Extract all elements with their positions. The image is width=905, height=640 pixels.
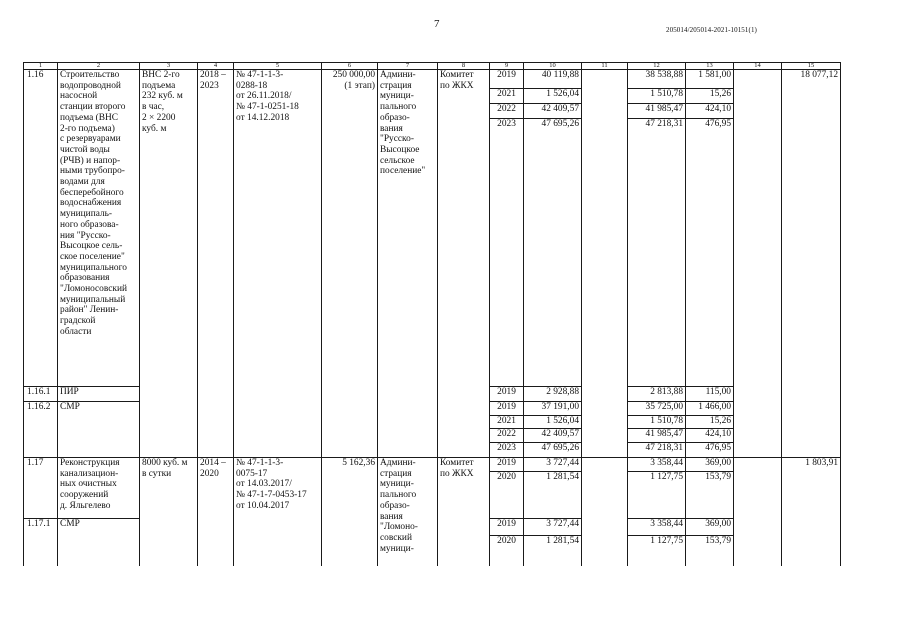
- document-id: 205014/205014-2021-10151(1): [666, 26, 757, 34]
- col10-value: 47 695,26: [524, 443, 582, 458]
- permit-docs: № 47-1-1-3- 0075-17 от 14.03.2017/ № 47-1-7-0453-17 от 10.04.2017: [234, 458, 322, 566]
- col10-value: 2 928,88: [524, 387, 582, 402]
- total-value: 18 077,12: [782, 70, 841, 458]
- col13-value: 15,26: [686, 89, 734, 104]
- year: 2023: [490, 443, 524, 458]
- col10-value: 42 409,57: [524, 104, 582, 119]
- estimated-cost: 250 000,00 (1 этап): [322, 70, 378, 458]
- col-number: 14: [734, 63, 782, 70]
- col12-value: 2 813,88: [628, 387, 686, 402]
- col12-value: 35 725,00: [628, 402, 686, 416]
- year: 2020: [490, 472, 524, 519]
- col10-value: 40 119,88: [524, 70, 582, 89]
- col12-value: 1 510,78: [628, 416, 686, 429]
- object-name: СМР: [58, 519, 140, 566]
- year: 2019: [490, 70, 524, 89]
- col-number: 5: [234, 63, 322, 70]
- col10-value: 47 695,26: [524, 119, 582, 387]
- col10-value: 3 727,44: [524, 458, 582, 472]
- col10-value: 1 526,04: [524, 416, 582, 429]
- col12-value: 1 127,75: [628, 472, 686, 519]
- row-number: 1.17: [24, 458, 58, 519]
- col11-value: [582, 458, 628, 566]
- col12-value: 47 218,31: [628, 443, 686, 458]
- col10-value: 37 191,00: [524, 402, 582, 416]
- col-number: 8: [438, 63, 490, 70]
- year: 2019: [490, 387, 524, 402]
- col-number: 3: [140, 63, 198, 70]
- col12-value: 38 538,88: [628, 70, 686, 89]
- estimated-cost: 5 162,36: [322, 458, 378, 566]
- col13-value: 476,95: [686, 443, 734, 458]
- total-value: 1 803,91: [782, 458, 841, 566]
- capacity: 8000 куб. м в сутки: [140, 458, 198, 566]
- col13-value: 115,00: [686, 387, 734, 402]
- col12-value: 3 358,44: [628, 519, 686, 536]
- year: 2019: [490, 458, 524, 472]
- client: Админи- страция муници- пального образо- вания "Русско- Высоцкое сельское поселение": [378, 70, 438, 458]
- period: 2018 – 2023: [198, 70, 234, 458]
- col14-value: [734, 70, 782, 458]
- period: 2014 – 2020: [198, 458, 234, 566]
- col14-value: [734, 458, 782, 566]
- col10-value: 1 526,04: [524, 89, 582, 104]
- year: 2019: [490, 402, 524, 416]
- row-number: 1.16.1: [24, 387, 58, 402]
- col-number: 12: [628, 63, 686, 70]
- col12-value: 1 510,78: [628, 89, 686, 104]
- col10-value: 42 409,57: [524, 429, 582, 443]
- col13-value: 153,79: [686, 536, 734, 566]
- executor: Комитет по ЖКХ: [438, 458, 490, 566]
- col13-value: 153,79: [686, 472, 734, 519]
- col13-value: 424,10: [686, 429, 734, 443]
- object-name: ПИР: [58, 387, 140, 402]
- col13-value: 369,00: [686, 458, 734, 472]
- capacity: ВНС 2-го подъема 232 куб. м в час, 2 × 2200 куб. м: [140, 70, 198, 458]
- row-number: 1.16.2: [24, 402, 58, 458]
- row-number: 1.16: [24, 70, 58, 387]
- table-row: [24, 458, 841, 472]
- col-number: 6: [322, 63, 378, 70]
- col-number: 11: [582, 63, 628, 70]
- year: 2020: [490, 536, 524, 566]
- year: 2021: [490, 89, 524, 104]
- object-name: Реконструкция канализацион- ных очистных сооружений д. Яльгелево: [58, 458, 140, 519]
- col10-value: 3 727,44: [524, 519, 582, 536]
- col13-value: 1 581,00: [686, 70, 734, 89]
- table-row: [24, 70, 841, 89]
- year: 2022: [490, 104, 524, 119]
- row-number: 1.17.1: [24, 519, 58, 566]
- column-number-row: [24, 63, 841, 70]
- client: Админи- страция муници- пального образо- вания "Ломоно- совский муници-: [378, 458, 438, 566]
- year: 2019: [490, 519, 524, 536]
- executor: Комитет по ЖКХ: [438, 70, 490, 458]
- col10-value: 1 281,54: [524, 536, 582, 566]
- object-name: Строительство водопроводной насосной станции второго подъема (ВНС 2-го подъема) с резервуарами чистой воды (РЧВ) и напор- ными трубопро- водами для бесперебойного водоснабжения муниципаль- ного образова- ния "Русско- Высоцкое сель- ское поселение" муниципального образования "Ломоносовский муниципальный район" Ленин- градской области: [58, 70, 140, 387]
- col13-value: 369,00: [686, 519, 734, 536]
- col-number: 7: [378, 63, 438, 70]
- col-number: 15: [782, 63, 841, 70]
- col-number: 9: [490, 63, 524, 70]
- year: 2023: [490, 119, 524, 387]
- col13-value: 1 466,00: [686, 402, 734, 416]
- col-number: 10: [524, 63, 582, 70]
- col13-value: 476,95: [686, 119, 734, 387]
- col-number: 4: [198, 63, 234, 70]
- col10-value: 1 281,54: [524, 472, 582, 519]
- col-number: 2: [58, 63, 140, 70]
- col12-value: 47 218,31: [628, 119, 686, 387]
- col-number: 1: [24, 63, 58, 70]
- col12-value: 3 358,44: [628, 458, 686, 472]
- col12-value: 41 985,47: [628, 429, 686, 443]
- col12-value: 1 127,75: [628, 536, 686, 566]
- page-number: 7: [434, 18, 440, 30]
- year: 2022: [490, 429, 524, 443]
- col11-value: [582, 70, 628, 458]
- col13-value: 15,26: [686, 416, 734, 429]
- col-number: 13: [686, 63, 734, 70]
- object-name: СМР: [58, 402, 140, 458]
- investment-table: [23, 62, 841, 566]
- year: 2021: [490, 416, 524, 429]
- col12-value: 41 985,47: [628, 104, 686, 119]
- col13-value: 424,10: [686, 104, 734, 119]
- permit-docs: № 47-1-1-3- 0288-18 от 26.11.2018/ № 47-1-0251-18 от 14.12.2018: [234, 70, 322, 458]
